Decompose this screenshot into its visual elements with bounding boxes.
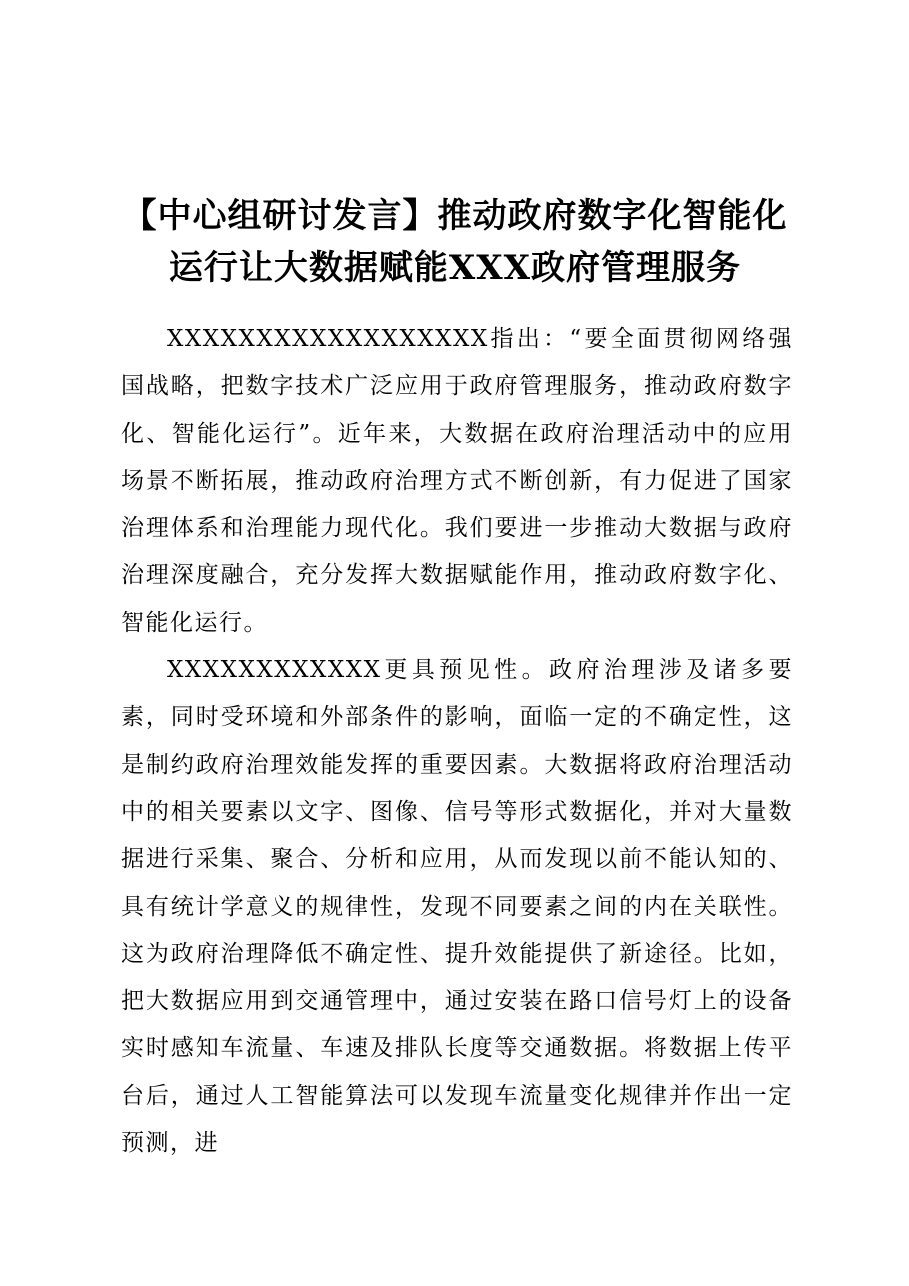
body-paragraph-2: XXXXXXXXXXXX更具预见性。政府治理涉及诸多要素，同时受环境和外部条件的影响，面临一定的不确定性，这是制约政府治理效能发挥的重要因素。大数据将政府治理活动中的相关要素以文字、图像、信号等形式数据化，并对大量数据进行采集、聚合、分析和应用，从而发现以前不能认知的、具有统计学意义的规律性，发现不同要素之间的内在关联性。这为政府治理降低不确定性、提升效能提供了新途径。比如，把大数据应用到交通管理中，通过安装在路口信号灯上的设备实时感知车流量、车速及排队长度等交通数据。将数据上传平台后，通过人工智能算法可以发现车流量变化规律并作出一定预测，进 xyxy=(121,657,793,1157)
body-paragraph-1: XXXXXXXXXXXXXXXXXX指出：“要全面贯彻网络强国战略，把数字技术广泛应用于政府管理服务，推动政府数字化、智能化运行”。近年来，大数据在政府治理活动中的应用场景不断拓展，推动政府治理方式不断创新，有力促进了国家治理体系和治理能力现代化。我们要进一步推动大数据与政府治理深度融合，充分发挥大数据赋能作用，推动政府数字化、智能化运行。 xyxy=(121,326,793,636)
document-title: 【中心组研讨发言】推动政府数字化智能化运行让大数据赋能XXX政府管理服务 xyxy=(122,196,788,288)
document-body xyxy=(121,316,793,1167)
